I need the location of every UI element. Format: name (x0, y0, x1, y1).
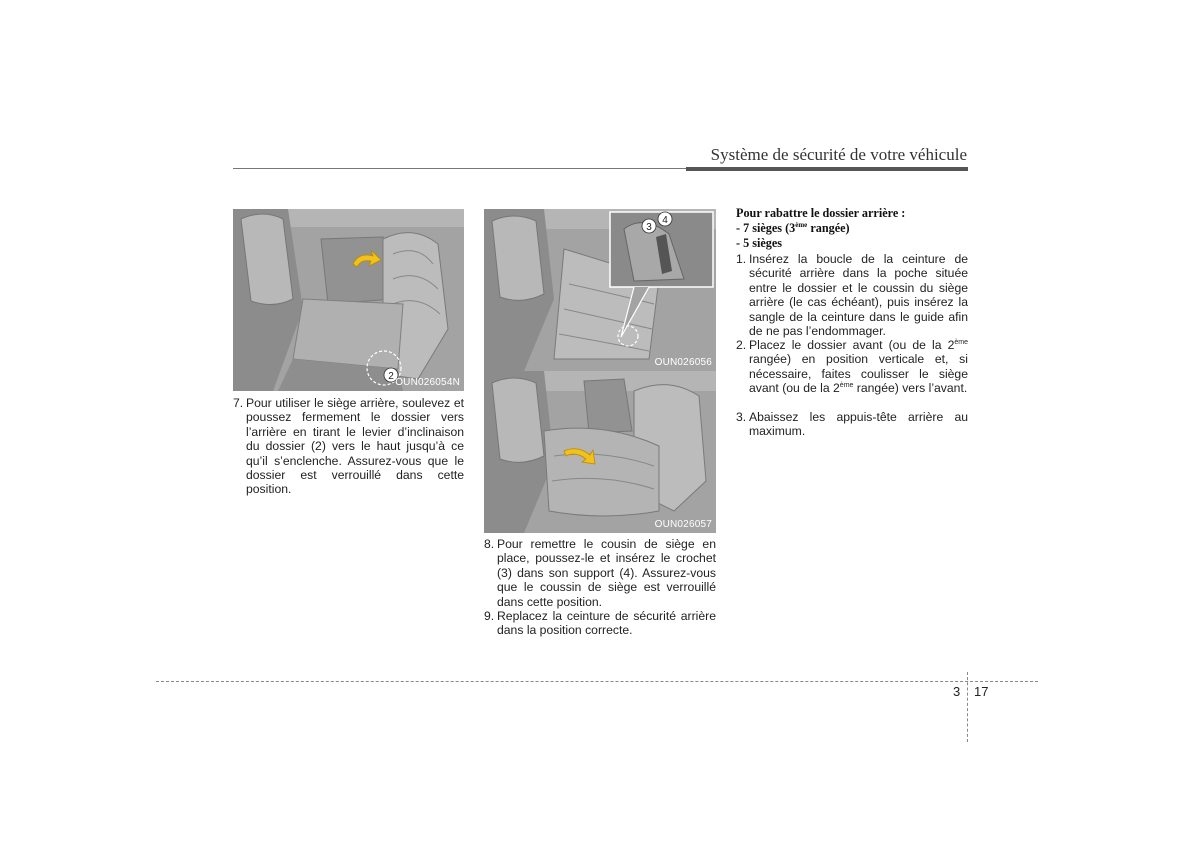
subheading-5-seats: - 5 sièges (736, 236, 783, 250)
step-text-part: rangée) vers l’avant. (853, 381, 968, 396)
figure-code: OUN026056 (654, 357, 712, 368)
figure-code: OUN026054N (395, 377, 460, 388)
instruction-step-3 (736, 410, 968, 439)
subheading-7-seats (736, 221, 850, 236)
callout-3: 3 (646, 222, 652, 233)
figure-rear-seat-lever (233, 209, 464, 391)
instruction-step-8 (484, 537, 716, 609)
instruction-step-1 (736, 252, 968, 338)
step-text-part: rangée) en position verticale et, si nécessaire, faites coulisser le siège avant (ou de la 2 (749, 352, 968, 396)
superscript: ème (839, 382, 854, 390)
figure-seat-cushion (484, 371, 716, 533)
running-header-title: Système de sécurité de votre véhicule (710, 145, 967, 164)
step-text: Pour utiliser le siège arrière, soulevez et poussez fermement le dossier vers l’arrière en tirant le levier d’inclinaison du dossier (2) vers le haut jusqu’à ce qu’il s’enclenche. Assurez-vous que le dossier est verrouillé dans cette position. (246, 396, 464, 497)
instruction-step-9 (484, 609, 716, 638)
instruction-step-2 (736, 338, 968, 396)
step-number: 7. (233, 396, 244, 410)
callout-4: 4 (662, 215, 668, 226)
section-heading: Pour rabattre le dossier arrière : (736, 206, 906, 220)
page-number: 17 (974, 684, 989, 699)
step-text (749, 338, 968, 396)
step-number: 8. (484, 537, 495, 551)
step-text: Replacez la ceinture de sécurité arrière dans la position correcte. (497, 609, 716, 638)
footer-rule (156, 681, 1038, 682)
header-accent-bar (686, 167, 968, 171)
step-text: Pour remettre le cousin de siège en place, poussez-le et insérez le crochet (3) dans son support (4). Assurez-vous que le coussin de siège est verrouillé dans cette position. (497, 537, 716, 609)
figure-code: OUN026057 (654, 519, 712, 530)
step-text: Insérez la boucle de la ceinture de sécurité arrière dans la poche située entre le dossier et le coussin du siège arrière (le cas échéant), puis insérez la sangle de la ceinture dans le guide afin de ne pas l’endommager. (749, 252, 968, 339)
chapter-number: 3 (953, 684, 961, 699)
subheading-text: rangée) (807, 221, 850, 235)
step-number: 9. (484, 609, 495, 623)
instruction-step-7 (233, 396, 464, 497)
subheading-text: - 7 sièges (3 (736, 221, 796, 235)
superscript: ème (954, 338, 968, 346)
step-number: 3. (736, 410, 747, 424)
callout-2: 2 (388, 371, 394, 382)
step-text: Abaissez les appuis-tête arrière au maximum. (749, 410, 968, 439)
footer-divider (967, 672, 968, 742)
step-number: 2. (736, 338, 747, 352)
step-text-part: Placez le dossier avant (ou de la 2 (749, 338, 955, 352)
figure-seat-hook (484, 209, 716, 371)
step-number: 1. (736, 252, 747, 266)
superscript: ème (795, 220, 808, 229)
